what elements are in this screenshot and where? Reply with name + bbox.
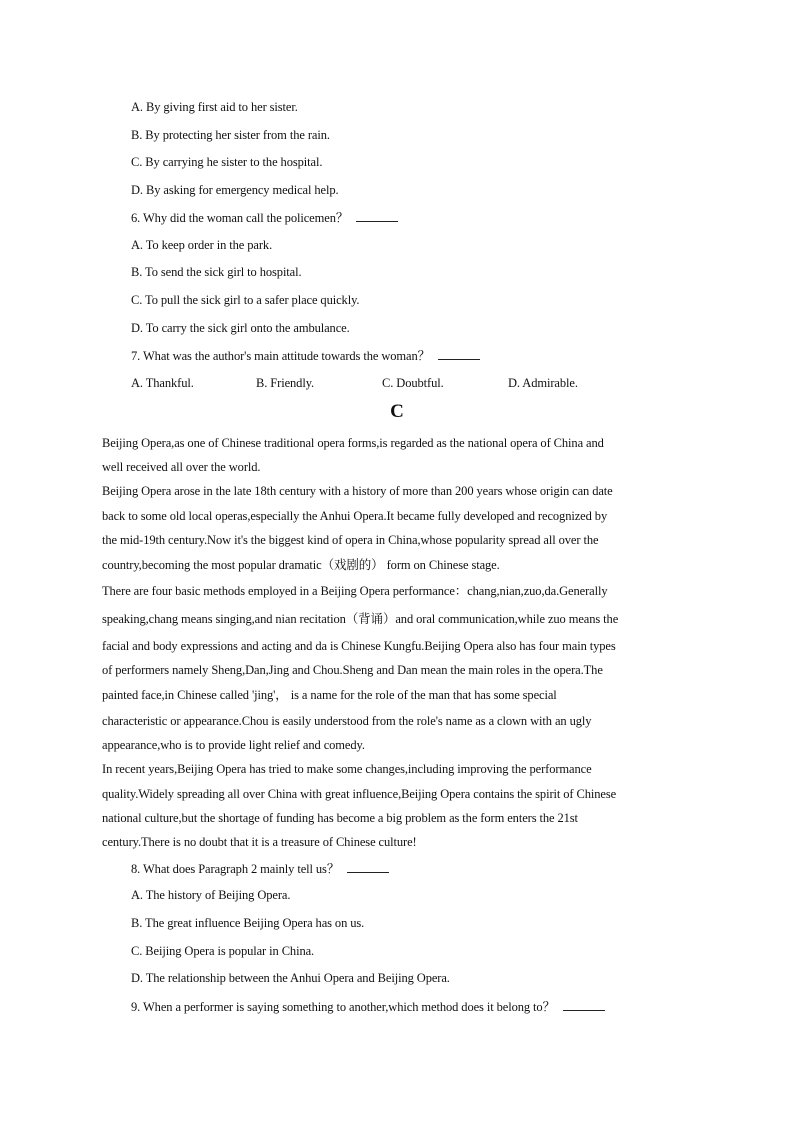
q8-answer-blank bbox=[347, 860, 389, 873]
q7-option-a: A. Thankful. bbox=[131, 376, 194, 390]
passage-line: well received all over the world. bbox=[102, 460, 261, 474]
section-heading: C bbox=[390, 401, 404, 422]
q7-question bbox=[131, 347, 480, 364]
q8-option-a: A. The history of Beijing Opera. bbox=[131, 888, 291, 902]
q7-option-b: B. Friendly. bbox=[256, 376, 315, 390]
passage-line: painted face,in Chinese called 'jing'， is a name for the role of the man that has some special bbox=[102, 688, 557, 702]
q7-option-c: C. Doubtful. bbox=[382, 376, 444, 390]
q6-question-text: 6. Why did the woman call the policemen？ bbox=[131, 211, 349, 225]
passage-line: speaking,chang means singing,and nian recitation（背诵）and oral communication,while zuo means the bbox=[102, 612, 619, 626]
q5-option-b: B. By protecting her sister from the rain. bbox=[131, 128, 330, 142]
q6-question bbox=[131, 209, 398, 226]
q8-option-b: B. The great influence Beijing Opera has on us. bbox=[131, 916, 365, 930]
passage-line: In recent years,Beijing Opera has tried to make some changes,including improving the performance bbox=[102, 762, 592, 776]
q8-option-d: D. The relationship between the Anhui Opera and Beijing Opera. bbox=[131, 971, 450, 985]
q7-answer-blank bbox=[438, 347, 480, 360]
q6-option-c: C. To pull the sick girl to a safer place quickly. bbox=[131, 293, 360, 307]
passage-line: appearance,who is to provide light relief and comedy. bbox=[102, 738, 365, 752]
passage-line: national culture,but the shortage of funding has become a big problem as the form enters the 21st bbox=[102, 811, 578, 825]
q7-question-text: 7. What was the author's main attitude towards the woman？ bbox=[131, 349, 431, 363]
q7-option-d: D. Admirable. bbox=[508, 376, 578, 390]
q9-question-text: 9. When a performer is saying something to another,which method does it belong to？ bbox=[131, 1000, 555, 1014]
passage-line: quality.Widely spreading all over China with great influence,Beijing Opera contains the spirit of Chinese bbox=[102, 787, 617, 801]
q8-option-c: C. Beijing Opera is popular in China. bbox=[131, 944, 315, 958]
q8-question-text: 8. What does Paragraph 2 mainly tell us？ bbox=[131, 862, 340, 876]
passage-line: Beijing Opera arose in the late 18th century with a history of more than 200 years whose origin can date bbox=[102, 484, 613, 498]
q6-answer-blank bbox=[356, 209, 398, 222]
passage-line: the mid-19th century.Now it's the biggest kind of opera in China,whose popularity spread all over the bbox=[102, 533, 599, 547]
q8-question bbox=[131, 860, 389, 877]
passage-line: There are four basic methods employed in a Beijing Opera performance：chang,nian,zuo,da.Generally bbox=[102, 584, 608, 598]
passage-line: country,becoming the most popular dramatic（戏剧的） form on Chinese stage. bbox=[102, 558, 500, 572]
q5-option-a: A. By giving first aid to her sister. bbox=[131, 100, 298, 114]
q6-option-b: B. To send the sick girl to hospital. bbox=[131, 265, 302, 279]
passage-line: Beijing Opera,as one of Chinese traditional opera forms,is regarded as the national opera of China and bbox=[102, 436, 604, 450]
q6-option-d: D. To carry the sick girl onto the ambulance. bbox=[131, 321, 350, 335]
q5-option-d: D. By asking for emergency medical help. bbox=[131, 183, 339, 197]
passage-line: of performers namely Sheng,Dan,Jing and Chou.Sheng and Dan mean the main roles in the opera.The bbox=[102, 663, 603, 677]
passage-line: characteristic or appearance.Chou is easily understood from the role's name as a clown with an ugly bbox=[102, 714, 592, 728]
passage-line: century.There is no doubt that it is a treasure of Chinese culture! bbox=[102, 835, 417, 849]
passage-line: back to some old local operas,especially the Anhui Opera.It became fully developed and recognized by bbox=[102, 509, 608, 523]
q9-answer-blank bbox=[563, 998, 605, 1011]
q5-option-c: C. By carrying he sister to the hospital. bbox=[131, 155, 323, 169]
q6-option-a: A. To keep order in the park. bbox=[131, 238, 273, 252]
passage-line: facial and body expressions and acting and da is Chinese Kungfu.Beijing Opera also has four main types bbox=[102, 639, 616, 653]
q9-question bbox=[131, 998, 605, 1015]
